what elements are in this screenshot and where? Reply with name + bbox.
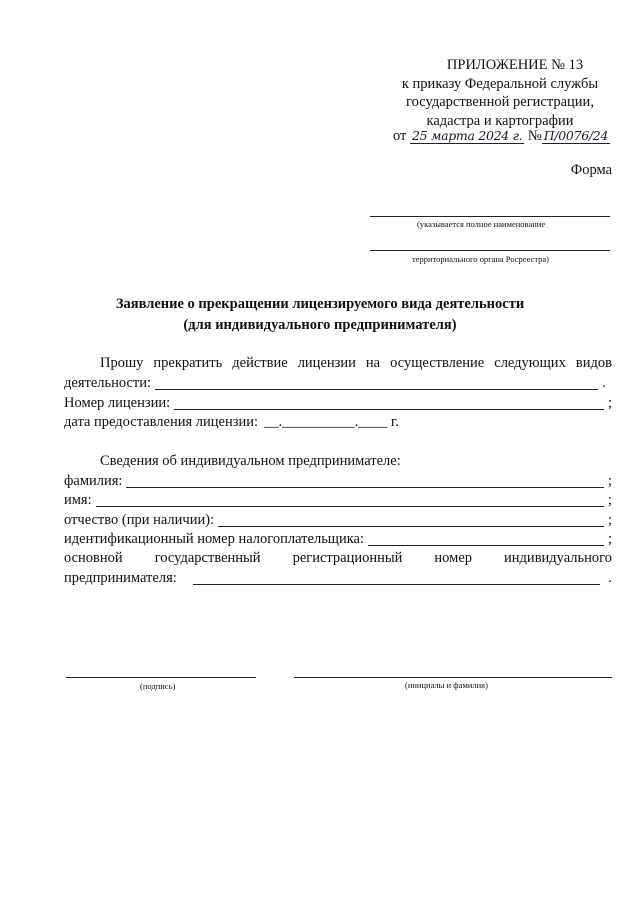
- appendix-order-line: к приказу Федеральной службы: [401, 75, 599, 92]
- license-date-label: дата предоставления лицензии:: [64, 414, 259, 430]
- intro-word: прекратить: [153, 355, 223, 371]
- name-label: имя:: [64, 492, 92, 508]
- order-date-line: [393, 128, 610, 145]
- ogrnip-word: номер: [434, 550, 473, 566]
- ogrnip-word: государственный: [154, 550, 261, 566]
- activities-label: деятельности:: [64, 375, 152, 391]
- addressee-caption-2: территориального органа Росреестра): [412, 254, 550, 264]
- initials-caption: (инициалы и фамилия): [405, 680, 488, 690]
- addressee-line-2[interactable]: [370, 250, 610, 251]
- surname-field[interactable]: [126, 474, 604, 488]
- license-date-field[interactable]: __.__________.____ г.: [264, 414, 399, 430]
- addressee-caption-1: (указывается полное наименование: [417, 219, 546, 229]
- intro-word: на: [365, 355, 381, 371]
- appendix-header: [385, 56, 615, 130]
- addressee-line-1[interactable]: [370, 216, 610, 217]
- request-intro: [100, 352, 612, 372]
- surname-row: фамилия: ;: [64, 473, 612, 489]
- surname-label: фамилия:: [64, 473, 123, 489]
- signature-line[interactable]: [66, 677, 256, 678]
- intro-word: лицензии: [297, 355, 356, 371]
- inn-row: идентификационный номер налогоплательщика: ;: [64, 531, 612, 547]
- ogrnip-row: предпринимателя: .: [64, 570, 612, 586]
- appendix-cadastre-line: кадастра и картографии: [426, 112, 574, 129]
- appendix-title: ПРИЛОЖЕНИЕ № 13: [446, 57, 584, 73]
- initials-line[interactable]: [294, 677, 612, 678]
- ogrnip-field[interactable]: [193, 571, 601, 585]
- intro-word: Прошу: [100, 355, 144, 371]
- license-number-row: Номер лицензии: ;: [64, 395, 612, 411]
- name-field[interactable]: [96, 493, 604, 507]
- ogrnip-word: основной: [64, 550, 123, 566]
- license-date-row: [64, 411, 612, 431]
- date-prefix: от: [393, 128, 407, 144]
- intro-word: осуществление: [390, 355, 485, 371]
- activities-row: деятельности: .: [64, 375, 606, 391]
- ogrnip-word: индивидуального: [504, 550, 612, 566]
- inn-field[interactable]: [368, 532, 604, 546]
- intro-word: видов: [575, 355, 612, 371]
- activities-field[interactable]: [155, 376, 598, 390]
- ogrnip-label: предпринимателя:: [64, 570, 177, 586]
- patronymic-field[interactable]: [218, 513, 604, 527]
- entrepreneur-section-title: Сведения об индивидуальном предпринимателе:: [100, 453, 401, 469]
- license-number-label: Номер лицензии:: [64, 395, 171, 411]
- document-title: Заявление о прекращении лицензируемого вида деятельности: [115, 296, 525, 312]
- document-subtitle: (для индивидуального предпринимателя): [183, 317, 457, 333]
- patronymic-label: отчество (при наличии):: [64, 512, 215, 528]
- intro-word: следующих: [494, 355, 566, 371]
- handwritten-date: 25 марта 2024 г.: [412, 128, 523, 143]
- form-label: Форма: [570, 162, 612, 178]
- ogrnip-words-row: [64, 547, 612, 567]
- ogrnip-word: регистрационный: [292, 550, 403, 566]
- license-number-field[interactable]: [174, 396, 604, 410]
- appendix-service-line: государственной регистрации,: [406, 94, 594, 110]
- signature-caption: (подпись): [140, 681, 176, 691]
- name-row: имя: ;: [64, 492, 612, 508]
- intro-word: действие: [232, 355, 288, 371]
- patronymic-row: отчество (при наличии): ;: [64, 512, 612, 528]
- number-prefix: №: [527, 128, 542, 144]
- handwritten-order-number: П/0076/24: [543, 128, 609, 143]
- inn-label: идентификационный номер налогоплательщика:: [64, 531, 365, 547]
